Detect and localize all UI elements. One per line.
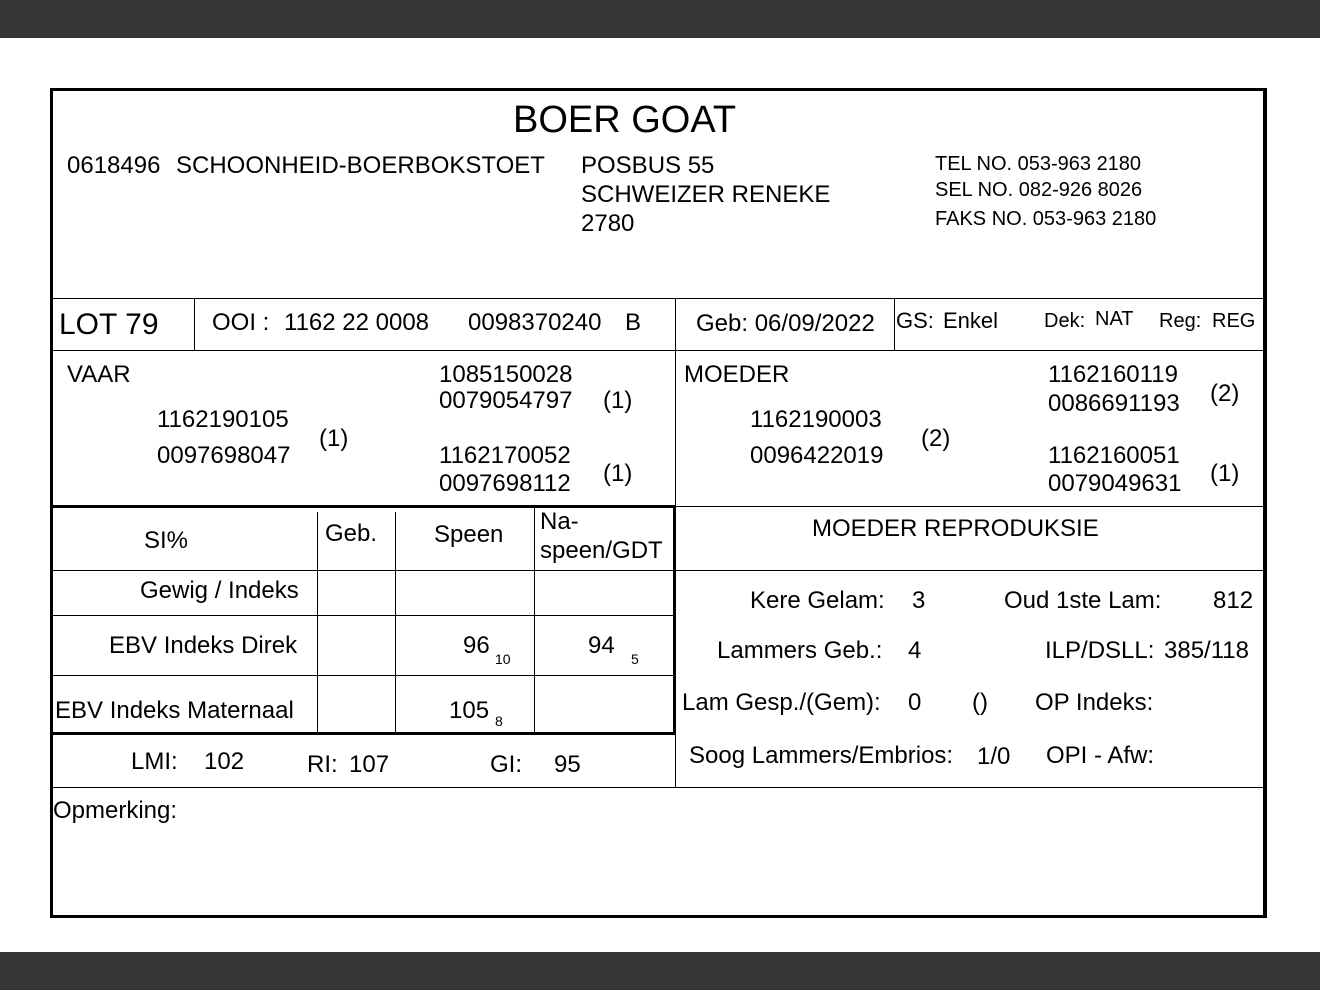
dek-value: NAT (1095, 308, 1134, 330)
op-indeks-label: OP Indeks: (1035, 689, 1154, 716)
table-right-border (673, 506, 676, 734)
birth-date: Geb: 06/09/2022 (696, 310, 875, 337)
opmerking-label: Opmerking: (53, 797, 178, 824)
moeder-label: MOEDER (684, 361, 790, 388)
moeder-id: 1162190003 (750, 406, 882, 433)
col-header-geb: Geb. (325, 520, 378, 547)
divider (53, 298, 1265, 299)
col-header-naspeen-1: Na- (540, 508, 579, 535)
reproduksie-title: MOEDER REPRODUKSIE (812, 515, 1099, 542)
table-top-border (53, 505, 676, 508)
divider (53, 615, 676, 616)
divider (53, 570, 676, 571)
lammers-geb-label: Lammers Geb.: (717, 637, 883, 664)
divider (317, 512, 318, 732)
lam-gesp-average: () (972, 689, 988, 716)
faks-number: FAKS NO. 053-963 2180 (935, 208, 1157, 230)
direk-speen-accuracy: 10 (495, 651, 511, 667)
ri-value: 107 (349, 751, 390, 778)
lam-gesp-value: 0 (908, 689, 922, 716)
tel-number: TEL NO. 053-963 2180 (935, 153, 1142, 175)
row-label-gewig: Gewig / Indeks (140, 577, 299, 604)
divider (53, 350, 1265, 351)
vaar-dam-number: 0097698112 (439, 470, 571, 497)
soog-label: Soog Lammers/Embrios: (689, 742, 954, 769)
address-line-1: POSBUS 55 (581, 152, 715, 179)
address-line-3: 2780 (581, 210, 635, 237)
divider (534, 506, 535, 732)
col-header-si: SI% (144, 527, 189, 554)
col-header-speen: Speen (434, 521, 504, 548)
sel-number: SEL NO. 082-926 8026 (935, 179, 1143, 201)
ooi-id: 1162 22 0008 (284, 309, 430, 336)
gi-value: 95 (554, 751, 581, 778)
gi-label: GI: (490, 751, 523, 778)
moeder-sire-id: 1162160119 (1048, 361, 1178, 388)
lam-gesp-label: Lam Gesp./(Gem): (682, 689, 881, 716)
reg-label: Reg: (1159, 310, 1202, 332)
gs-label: GS: (896, 308, 934, 333)
moeder-sire-grade: (2) (1210, 380, 1240, 407)
top-bar (0, 0, 1320, 38)
ooi-label: OOI : (212, 309, 270, 336)
ooi-class: B (625, 309, 642, 336)
opi-afw-label: OPI - Afw: (1046, 742, 1155, 769)
maternaal-speen-value: 105 (449, 697, 490, 724)
direk-naspeen-accuracy: 5 (631, 651, 639, 667)
breeder-code: 0618496 (67, 152, 161, 179)
moeder-dam-grade: (1) (1210, 460, 1240, 487)
divider (53, 787, 1265, 788)
bottom-bar (0, 952, 1320, 990)
ri-label: RI: (307, 751, 338, 778)
vaar-grade: (1) (319, 425, 349, 452)
vaar-sire-number: 0079054797 (439, 387, 573, 414)
breeder-name: SCHOONHEID-BOERBOKSTOET (176, 152, 545, 179)
card-title: BOER GOAT (513, 99, 737, 141)
address-line-2: SCHWEIZER RENEKE (581, 181, 831, 208)
row-label-maternaal: EBV Indeks Maternaal (55, 697, 294, 724)
direk-naspeen-value: 94 (588, 632, 615, 659)
lot-number: LOT 79 (59, 308, 159, 341)
reg-value: REG (1212, 310, 1256, 332)
kere-gelam-label: Kere Gelam: (750, 587, 885, 614)
moeder-dam-number: 0079049631 (1048, 470, 1182, 497)
divider (395, 512, 396, 732)
row-label-direk: EBV Indeks Direk (109, 632, 298, 659)
table-bottom-border (53, 732, 676, 735)
vaar-number: 0097698047 (157, 442, 291, 469)
ilp-dsll-value: 385/118 (1164, 637, 1249, 664)
lammers-geb-value: 4 (908, 637, 922, 664)
divider (675, 506, 1265, 507)
vaar-dam-grade: (1) (603, 460, 633, 487)
gs-value: Enkel (943, 308, 999, 333)
maternaal-speen-accuracy: 8 (495, 713, 503, 729)
lmi-label: LMI: (131, 748, 178, 775)
vaar-sire-id: 1085150028 (439, 361, 573, 388)
oud-lam-label: Oud 1ste Lam: (1004, 587, 1162, 614)
dek-label: Dek: (1044, 310, 1086, 332)
moeder-number: 0096422019 (750, 442, 884, 469)
ilp-dsll-label: ILP/DSLL: (1045, 637, 1155, 664)
soog-value: 1/0 (977, 743, 1011, 770)
divider (53, 675, 676, 676)
lmi-value: 102 (204, 748, 245, 775)
moeder-sire-number: 0086691193 (1048, 390, 1180, 417)
col-header-naspeen-2: speen/GDT (540, 537, 663, 564)
divider (675, 570, 1265, 571)
moeder-grade: (2) (921, 425, 951, 452)
direk-speen-value: 96 (463, 632, 490, 659)
ooi-number: 0098370240 (468, 309, 602, 336)
oud-lam-value: 812 (1213, 587, 1254, 614)
vaar-sire-grade: (1) (603, 387, 633, 414)
vaar-label: VAAR (67, 361, 131, 388)
vaar-id: 1162190105 (157, 406, 289, 433)
vaar-dam-id: 1162170052 (439, 442, 571, 469)
kere-gelam-value: 3 (912, 587, 926, 614)
divider (194, 298, 195, 350)
divider (894, 298, 895, 350)
moeder-dam-id: 1162160051 (1048, 442, 1180, 469)
